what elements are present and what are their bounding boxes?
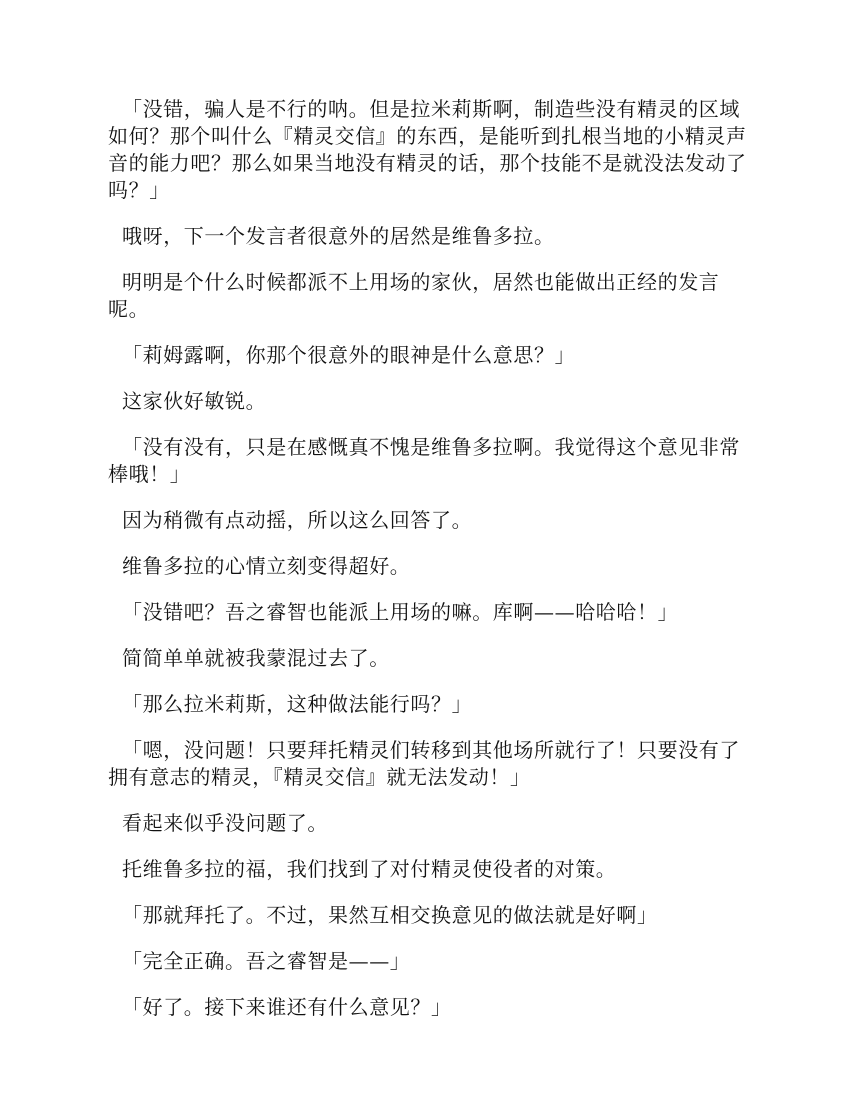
body-text — [108, 96, 748, 1040]
paragraph: 看起来似乎没问题了。 — [122, 811, 328, 835]
paragraph: 哦呀，下一个发言者很意外的居然是维鲁多拉。 — [122, 224, 555, 248]
paragraph: 维鲁多拉的心情立刻变得超好。 — [122, 554, 411, 578]
paragraph: 「没错，骗人是不行的呐。但是拉米莉斯啊，制造些没有精灵的区域如何？那个叫什么『精灵交信』的东西，是能听到扎根当地的小精灵声音的能力吧？那么如果当地没有精灵的话，那个技能不是就没法发动了吗？」 — [108, 97, 747, 202]
paragraph: 「完全正确。吾之睿智是——」 — [122, 949, 411, 973]
paragraph: 「那么拉米莉斯，这种做法能行吗？」 — [122, 692, 473, 716]
paragraph: 「没错吧？吾之睿智也能派上用场的嘛。库啊——哈哈哈！」 — [122, 600, 679, 624]
paragraph: 「没有没有，只是在感慨真不愧是维鲁多拉啊。我觉得这个意见非常棒哦！」 — [108, 435, 740, 486]
paragraph: 「好了。接下来谁还有什么意见？」 — [122, 995, 452, 1019]
paragraph: 明明是个什么时候都派不上用场的家伙，居然也能做出正经的发言呢。 — [108, 270, 720, 321]
paragraph: 「那就拜托了。不过，果然互相交换意见的做法就是好啊」 — [122, 903, 658, 927]
paragraph: 这家伙好敏锐。 — [122, 389, 267, 413]
paragraph: 「嗯，没问题！只要拜托精灵们转移到其他场所就行了！只要没有了拥有意志的精灵，『精灵交信』就无法发动！」 — [108, 738, 740, 789]
paragraph: 因为稍微有点动摇，所以这么回答了。 — [122, 508, 473, 532]
paragraph: 简简单单就被我蒙混过去了。 — [122, 646, 390, 670]
paragraph: 「莉姆露啊，你那个很意外的眼神是什么意思？」 — [122, 343, 576, 367]
paragraph: 托维鲁多拉的福，我们找到了对付精灵使役者的对策。 — [122, 857, 617, 881]
